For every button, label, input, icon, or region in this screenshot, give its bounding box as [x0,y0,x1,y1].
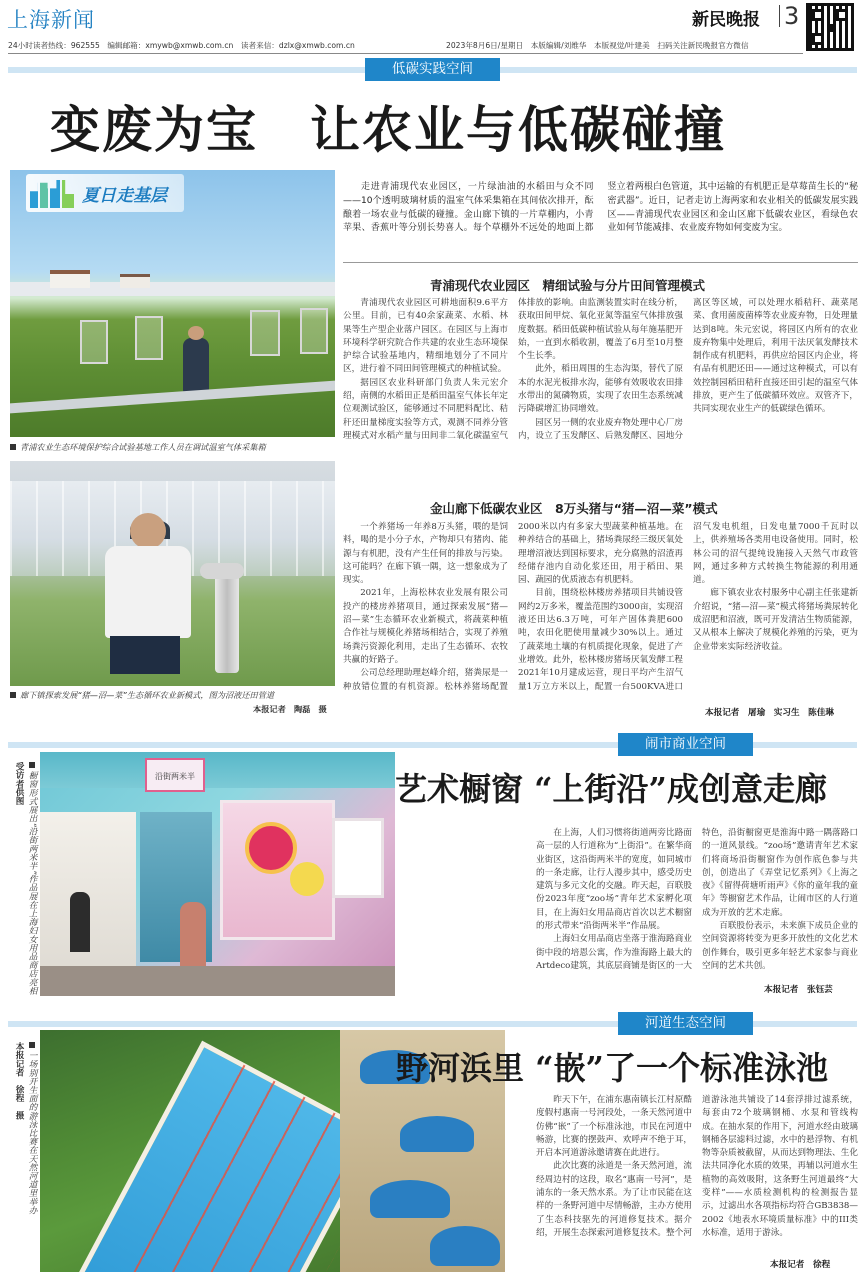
caption-bullet [10,692,16,698]
caption-bullet [10,444,16,450]
photo-credit-1: 本报记者 陶磊 摄 [253,704,327,714]
headline-section2: 艺术橱窗 “上街沿”成创意走廊 [395,770,827,808]
caption-bullet [29,1042,35,1048]
column-badge: 夏日走基层 [26,174,184,212]
section-tag: 低碳实践空间 [365,58,500,81]
window-sign: 沿街两米半 [145,758,205,792]
masthead-section-name: 上海新闻 [7,8,95,32]
subhead-qingpu: 青浦现代农业园区 精细试验与分片田间管理模式 [430,278,706,293]
qr-code[interactable] [806,3,854,51]
intro-paragraph: 走进青浦现代农业园区，一片绿油油的水稻田与众不同——10个透明玻璃材质的温室气体采集箱在其间依次排开，酝酿着一场农业与低碳的碰撞。金山廊下镇的一片草棚内，小青苹果、香蕉叶等分别长势喜人。每个草棚外不远处的地面上都竖立着两根白色管道，其中运输的有机肥正是草莓苗生长的“秘密武器”。近日，记者走访上海两家和农业相关的低碳发展实践区——青浦现代农业园区和金山区廊下低碳农业区，看绿色农业如何节能减排、农业废弃物如何变废为宝。 [343,182,858,234]
section-bar-lowcarbon [8,58,857,81]
headline-section1: 变废为宝 让农业与低碳碰撞 [50,100,726,159]
section-tag: 河道生态空间 [618,1012,753,1035]
caption-bullet [29,762,35,768]
article-art-window-body: 在上海，人们习惯将街道两旁比路面高一层的人行道称为“上街沿”。在繁华商业街区，这沿街两米半的宽度，如同城市的一条走廊，让行人漫步其中，感受历史建筑与多元文化的交融。昨天起，百联股份2023年度“zoo场”青年艺术家孵化项目，在上海妇女用品商店首次以艺术橱窗的形式带来“沿街两米半”作品展。 上海妇女用品商店坐落于淮海路商业街中段的培恩公寓，作为淮海路上最大的Artdeco建筑，其底层商铺是街区的一大特色，沿街橱窗更是淮海中路一隅落路口的一道风景线。“zoo场”邀请青年艺术家们将商场沿街橱窗作为创作底色参与共创，创造出了《弄堂记忆系列》《上海之夜》《留得荷塘听雨声》《你的童年我的童年》等橱窗艺术作品，让闹市区的人行道成为开放的艺术走廊。 百联股份表示，未来旗下成员企业的空间资源将转变为更多开放性的文化艺术创作舞台，吸引更多年轻艺术家参与商业空间的艺术共创。 [536,828,858,971]
photo-slurry-pipe [10,461,335,686]
article-river-pool-body: 昨天下午，在浦东惠南镇长江村原酷度假村惠南一号河段处，一条天然河道中仿佛“嵌”了一个标准泳池，市民在河道中畅游，比赛的摆鼓声、欢呼声不绝于耳，开启本河道游泳邀请赛在此进行。 此次比赛的泳道是一条天然河道，流经周边村的这段，取名“惠南一号河”，是浦东的一条天然水系。为了让市民能在这样的一条野河道中尽情畅游，主办方使用了生态科技驱先的河道修复技术。据介绍，开展生态探索河道修复技术。整个河道游泳池共铺设了14套浮排过滤系统，每套由72个玻璃钢桶、水泵和管线构成。在抽水泵的作用下，河道水经由玻璃钢桶各层滤料过滤，水中的悬浮物、有机物等杂质被截留，从而达到物理法、生化法共同净化水质的效果，再辅以河道水生植物的高效吸附，这条野生河道最终“大变样”——水质检测机构的检测报告显示，过滤出水各项指标均符合GB3838—2002《地表水环境质量标准》中的III类水标准，适用于游泳。 [536,1095,858,1238]
page-number-divider [779,5,780,27]
byline-section2: 本报记者 张钰芸 [760,983,833,995]
section-tag: 闹市商业空间 [618,733,753,756]
paper-logo: 新民晚报 [692,10,760,30]
masthead-date-line: 2023年8月6日/星期日 本版编辑/刘维华 本版视觉/叶建美 扫码关注新民晚报官方微信 [446,41,749,50]
photo-caption-1: 青浦农业生态环境保护综合试验基地工作人员在调试温室气体采集箱 [10,442,266,453]
photo-art-window [40,752,395,996]
subhead-jinshan: 金山廊下低碳农业区 8万头猪与“猪—沼—菜”模式 [430,501,718,516]
intro-rule [343,262,858,263]
vertical-caption-river-pool: 一场别开生面的游泳比赛在天然河道里举办 本报记者 徐程 摄 [14,1042,37,1215]
headline-section3: 野河浜里 “嵌”了一个标准泳池 [396,1049,828,1087]
article-jinshan-body: 一个养猪场一年养8万头猪，喂的是饲料，喝的是小分子水，产物却只有猪肉、能源与有机肥，没有产生任何的排放与污染。这可能吗？在廊下镇一隅，这一想象成为了现实。 2021年，上海松林农业发展有限公司投产的楼房养猪项目，通过探索发展“猪—沼—菜”生态循环农业新模式，将蔬菜种植合作社与规模化养猪场相结合，实现了养殖场粪污资源化利用，走出了生态循环、农牧共赢的好路子。 公司总经理助理赵峰介绍，猪粪尿是一种放错位置的有机资源。松林养猪场配置2000米以内有多家大型蔬菜种植基地。在种养结合的基础上，猪场粪尿经三级厌氧处理增沼液达到国标要求，充分腐熟的沼渣再经储存池内自动化浆还田，用于稻田、果园、蔬园的优质液态有机肥料。 目前，围绕松林楼房养猪项目共铺设管网约2万多米，覆盖范围约3000亩，实现沼液还田达6.3万吨，可年产固体粪肥600吨，农田化肥使用量减少30%以上。通过了蔬菜地土壤的有机质提化现象，促进了产业增效。此外，松林楼房猪场厌氧发酵工程2021年10月建成运营，现日平均产生沼气量1万立方米以上，配置一台500KVA进口沼气发电机组，日发电量7000千瓦时以上，供养殖场各类用电设备使用。同时，松林公司的沼气提纯设施接入天然气市政管网，通过多种方式转换生物能源的利用通道。 廊下镇农业农村服务中心副主任张建新介绍说，“猪—沼—菜”模式将猪场粪尿转化成沼肥和沼液，既可开发清洁生物质能源，又从根本上解决了规模化养殖的污染，更为企业带来实际经济收益。 [343,522,858,692]
masthead-info-line: 24小时读者热线：962555 编辑邮箱：xmywb@xmwb.com.cn 读者来信：dzlx@xmwb.com.cn [8,41,355,50]
byline-section1: 本报记者 屠瑜 实习生 陈佳琳 [705,708,834,718]
vertical-caption-art-window: 橱窗形式展出“沿街两米半”作品展在上海妇女用品商店亮相 受访者供图 [14,762,37,995]
photo-caption-2: 廊下镇探索发展“猪—沼—菜”生态循环农业新模式，图为沼液还田管道 [10,690,274,701]
article-qingpu-body: 青浦现代农业园区可耕地面积9.6平方公里。目前，已有40余家蔬菜、水稻、林果等生产型企业落户园区。在园区与上海市环境科学研究院合作共建的农业生态环境保护综合试验基地内，精细地划分了不同片区，进行着不同田间管理模式的种植试验。 据园区农业科研部门负责人朱元宏介绍，南侧的水稻田正是稻田温室气体长年定位观测试验区，能够通过不同肥料配比、秸秆还田量梯度实验等方式，观测不同养分管理模式对水稻产量与田间非二氧化碳温室气体排放的影响。由监测装置实时在线分析，获取田间甲烷、氧化亚氮等温室气体排放强度数据。稻田低碳种植试验从每年施基肥开始，一直到水稻收割，覆盖了6月至10月整个生长季。 此外，稻田周围的生态沟渠，替代了原本的水泥光板排水沟，能够有效吸收农田排水带出的氮磷物质，实现了农田生态系统减污降碳增汇协同增效。 园区另一侧的农业废弃物处理中心厂房内，设立了玉发酵区、后熟发酵区、园地分离区等区域，可以处理水稻秸秆、蔬菜尾菜、食用菌废菌棒等农业废弃物，日处理量达到8吨。朱元宏说，将园区内所有的农业废弃物集中处理后，利用干法厌氧发酵技术制作成有机肥料，再供应给园区内企业，将有品有机肥还田——通过这种模式，可以有效控制园稻田秸秆直接还田引起的温室气体排放，更产生了低碳循环效应。双管齐下，共同实现农业生产的低碳绿色循环。 [343,298,858,441]
byline-section3: 本报记者 徐程 [766,1258,830,1270]
page-number: 3 [784,2,800,30]
masthead-rule [8,53,803,54]
city-skyline-icon [30,180,74,208]
